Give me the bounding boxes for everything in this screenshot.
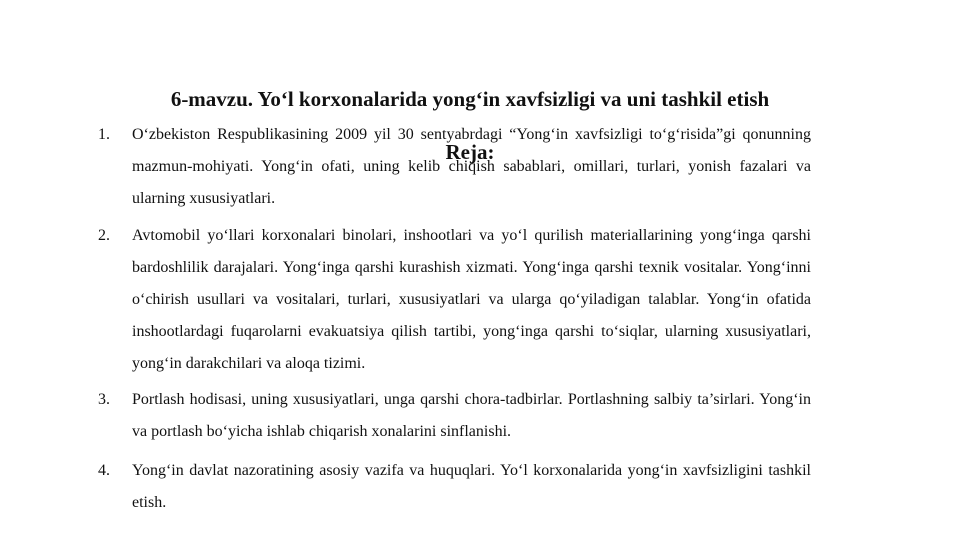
slide-title: 6-mavzu. Yo‘l korxonalarida yong‘in xavfsizligi va uni tashkil etish	[170, 87, 770, 111]
plan-item-1	[98, 119, 811, 215]
plan-item-text: O‘zbekiston Respublikasining 2009 yil 30 sentyabrdagi “Yong‘in xavfsizligi to‘g‘risida”gi qonunning mazmun-mohiyati. Yong‘in ofati, uning kelib chiqish sabablari, omillari, turlari, yonish fazalari va ularning xususiyatlari.	[132, 126, 811, 207]
plan-item-3	[98, 384, 811, 448]
plan-item-number: 2.	[98, 227, 110, 244]
plan-item-number: 3.	[98, 391, 110, 408]
plan-item-number: 4.	[98, 462, 110, 479]
plan-item-text: Portlash hodisasi, uning xususiyatlari, unga qarshi chora-tadbirlar. Portlashning salbiy ta’sirlari. Yong‘in va portlash bo‘yicha ishlab chiqarish xonalarini sinflanishi.	[132, 391, 811, 440]
slide-subtitle: Reja:	[445, 140, 495, 164]
plan-item-2	[98, 220, 811, 380]
plan-item-number: 1.	[98, 126, 110, 143]
plan-item-text: Yong‘in davlat nazoratining asosiy vazifa va huquqlari. Yo‘l korxonalarida yong‘in xavfsizligini tashkil etish.	[132, 462, 811, 511]
plan-list	[98, 119, 811, 519]
plan-item-text: Avtomobil yo‘llari korxonalari binolari, inshootlari va yo‘l qurilish materiallarining yong‘inga qarshi bardoshlilik darajalari. Yong‘inga qarshi kurashish xizmati. Yong‘inga qarshi texnik vositalar. Yong‘inni o‘chirish usullari va vositalari, turlari, xususiyatlari va ularga qo‘yiladigan talablar. Yong‘in ofatida inshootlardagi fuqarolarni evakuatsiya qilish tartibi, yong‘inga qarshi to‘siqlar, ularning xususiyatlari, yong‘in darakchilari va aloqa tizimi.	[132, 227, 811, 372]
plan-item-4	[98, 455, 811, 519]
